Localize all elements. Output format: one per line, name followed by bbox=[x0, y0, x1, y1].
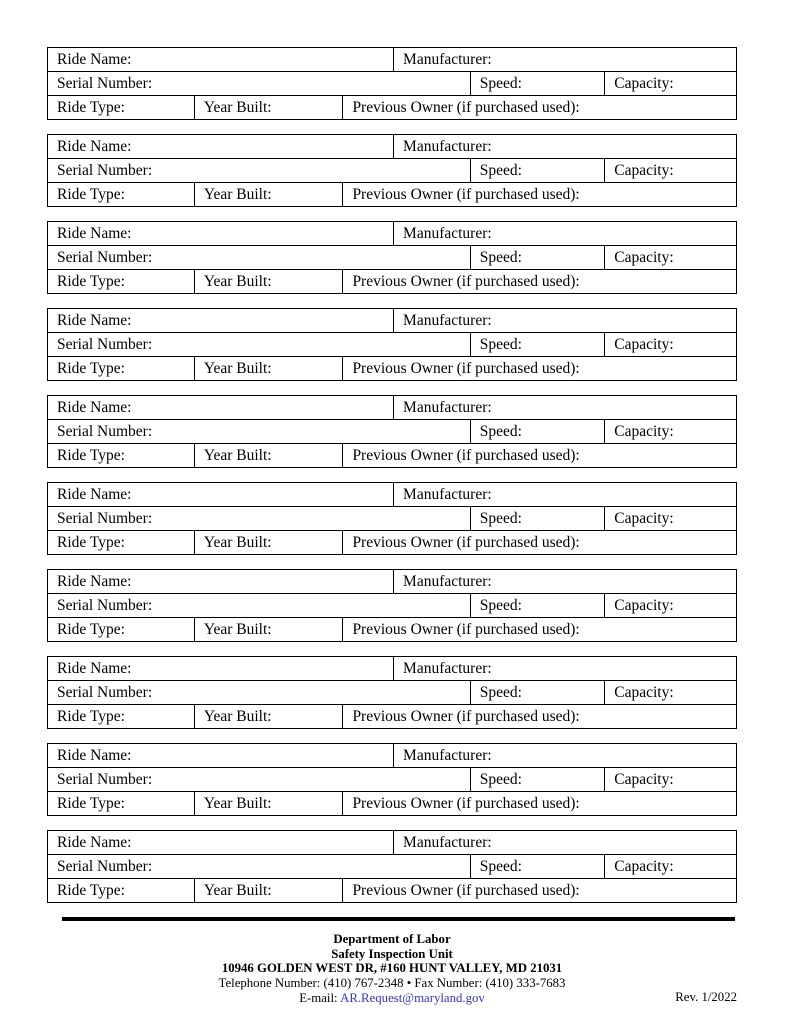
footer-unit: Safety Inspection Unit bbox=[331, 946, 453, 961]
year-built-field bbox=[194, 792, 343, 815]
manufacturer-label: Manufacturer: bbox=[403, 225, 492, 242]
serial-number-label: Serial Number: bbox=[57, 684, 153, 701]
footer-department: Department of Labor bbox=[333, 932, 451, 946]
speed-field bbox=[470, 420, 605, 443]
block-row-1 bbox=[48, 744, 736, 767]
block-row-1 bbox=[48, 396, 736, 419]
block-row-3 bbox=[48, 878, 736, 902]
block-row-2 bbox=[48, 419, 736, 443]
previous-owner-label: Previous Owner (if purchased used): bbox=[352, 273, 580, 290]
ride-type-field bbox=[48, 357, 194, 380]
block-row-3 bbox=[48, 356, 736, 380]
speed-field bbox=[470, 72, 605, 95]
previous-owner-label: Previous Owner (if purchased used): bbox=[352, 447, 580, 464]
ride-type-label: Ride Type: bbox=[57, 795, 125, 812]
block-row-3 bbox=[48, 704, 736, 728]
revision-label: Rev. 1/2022 bbox=[675, 989, 737, 1004]
block-row-1 bbox=[48, 657, 736, 680]
block-row-2 bbox=[48, 680, 736, 704]
capacity-field bbox=[604, 159, 736, 182]
serial-number-label: Serial Number: bbox=[57, 75, 153, 92]
speed-field bbox=[470, 333, 605, 356]
speed-field bbox=[470, 594, 605, 617]
year-built-field bbox=[194, 183, 343, 206]
ride-type-label: Ride Type: bbox=[57, 186, 125, 203]
manufacturer-label: Manufacturer: bbox=[403, 834, 492, 851]
serial-number-label: Serial Number: bbox=[57, 162, 153, 179]
capacity-label: Capacity: bbox=[614, 336, 674, 353]
ride-name-field bbox=[48, 657, 393, 680]
ride-info-block bbox=[47, 830, 737, 903]
speed-field bbox=[470, 855, 605, 878]
ride-info-block bbox=[47, 47, 737, 120]
capacity-label: Capacity: bbox=[614, 858, 674, 875]
capacity-label: Capacity: bbox=[614, 771, 674, 788]
speed-field bbox=[470, 768, 605, 791]
manufacturer-label: Manufacturer: bbox=[403, 486, 492, 503]
block-row-3 bbox=[48, 530, 736, 554]
year-built-field bbox=[194, 879, 343, 902]
ride-name-field bbox=[48, 483, 393, 506]
previous-owner-field bbox=[342, 531, 736, 554]
manufacturer-field bbox=[393, 831, 736, 854]
footer-address: 10946 GOLDEN WEST DR, #160 HUNT VALLEY, MD 21031 bbox=[221, 961, 563, 976]
ride-name-label: Ride Name: bbox=[57, 660, 132, 677]
manufacturer-label: Manufacturer: bbox=[403, 747, 492, 764]
speed-label: Speed: bbox=[479, 510, 522, 527]
previous-owner-label: Previous Owner (if purchased used): bbox=[352, 186, 580, 203]
serial-number-field bbox=[48, 333, 470, 356]
previous-owner-label: Previous Owner (if purchased used): bbox=[352, 99, 580, 116]
ride-name-field bbox=[48, 831, 393, 854]
previous-owner-field bbox=[342, 879, 736, 902]
year-built-field bbox=[194, 270, 343, 293]
ride-info-block bbox=[47, 743, 737, 816]
ride-type-field bbox=[48, 792, 194, 815]
block-row-2 bbox=[48, 71, 736, 95]
manufacturer-field bbox=[393, 570, 736, 593]
year-built-label: Year Built: bbox=[203, 186, 272, 203]
manufacturer-field bbox=[393, 222, 736, 245]
previous-owner-label: Previous Owner (if purchased used): bbox=[352, 534, 580, 551]
manufacturer-field bbox=[393, 657, 736, 680]
block-row-3 bbox=[48, 269, 736, 293]
ride-type-field bbox=[48, 705, 194, 728]
block-row-1 bbox=[48, 48, 736, 71]
previous-owner-field bbox=[342, 444, 736, 467]
speed-label: Speed: bbox=[479, 336, 522, 353]
block-row-2 bbox=[48, 245, 736, 269]
speed-field bbox=[470, 246, 605, 269]
previous-owner-field bbox=[342, 618, 736, 641]
serial-number-label: Serial Number: bbox=[57, 858, 153, 875]
serial-number-label: Serial Number: bbox=[57, 336, 153, 353]
manufacturer-label: Manufacturer: bbox=[403, 312, 492, 329]
block-row-2 bbox=[48, 854, 736, 878]
block-row-3 bbox=[48, 443, 736, 467]
capacity-field bbox=[604, 333, 736, 356]
previous-owner-field bbox=[342, 792, 736, 815]
email-label: E-mail: bbox=[299, 990, 338, 1005]
serial-number-field bbox=[48, 768, 470, 791]
block-row-2 bbox=[48, 158, 736, 182]
speed-field bbox=[470, 159, 605, 182]
ride-type-label: Ride Type: bbox=[57, 708, 125, 725]
manufacturer-label: Manufacturer: bbox=[403, 573, 492, 590]
block-row-1 bbox=[48, 570, 736, 593]
ride-type-label: Ride Type: bbox=[57, 882, 125, 899]
serial-number-field bbox=[48, 681, 470, 704]
previous-owner-field bbox=[342, 705, 736, 728]
capacity-field bbox=[604, 420, 736, 443]
form-content bbox=[47, 47, 737, 1006]
block-row-2 bbox=[48, 332, 736, 356]
ride-type-label: Ride Type: bbox=[57, 99, 125, 116]
previous-owner-label: Previous Owner (if purchased used): bbox=[352, 882, 580, 899]
serial-number-field bbox=[48, 72, 470, 95]
capacity-field bbox=[604, 768, 736, 791]
capacity-label: Capacity: bbox=[614, 684, 674, 701]
ride-blocks-container bbox=[47, 47, 737, 903]
ride-type-field bbox=[48, 444, 194, 467]
block-row-2 bbox=[48, 767, 736, 791]
block-row-2 bbox=[48, 506, 736, 530]
serial-number-label: Serial Number: bbox=[57, 423, 153, 440]
year-built-label: Year Built: bbox=[203, 99, 272, 116]
speed-label: Speed: bbox=[479, 162, 522, 179]
capacity-label: Capacity: bbox=[614, 249, 674, 266]
speed-label: Speed: bbox=[479, 423, 522, 440]
block-row-2 bbox=[48, 593, 736, 617]
footer-email-line bbox=[47, 991, 737, 1006]
previous-owner-field bbox=[342, 357, 736, 380]
manufacturer-field bbox=[393, 135, 736, 158]
previous-owner-label: Previous Owner (if purchased used): bbox=[352, 621, 580, 638]
capacity-field bbox=[604, 507, 736, 530]
ride-name-label: Ride Name: bbox=[57, 399, 132, 416]
ride-type-label: Ride Type: bbox=[57, 360, 125, 377]
ride-name-label: Ride Name: bbox=[57, 747, 132, 764]
ride-type-field bbox=[48, 183, 194, 206]
year-built-field bbox=[194, 618, 343, 641]
previous-owner-label: Previous Owner (if purchased used): bbox=[352, 708, 580, 725]
ride-info-block bbox=[47, 482, 737, 555]
ride-info-block bbox=[47, 569, 737, 642]
ride-name-field bbox=[48, 48, 393, 71]
serial-number-label: Serial Number: bbox=[57, 597, 153, 614]
year-built-label: Year Built: bbox=[203, 621, 272, 638]
ride-type-field bbox=[48, 879, 194, 902]
ride-name-label: Ride Name: bbox=[57, 138, 132, 155]
block-row-3 bbox=[48, 182, 736, 206]
block-row-1 bbox=[48, 831, 736, 854]
email-link[interactable]: AR.Request@maryland.gov bbox=[340, 990, 485, 1005]
year-built-label: Year Built: bbox=[203, 360, 272, 377]
ride-name-label: Ride Name: bbox=[57, 225, 132, 242]
manufacturer-field bbox=[393, 48, 736, 71]
ride-name-label: Ride Name: bbox=[57, 486, 132, 503]
serial-number-field bbox=[48, 507, 470, 530]
year-built-label: Year Built: bbox=[203, 273, 272, 290]
ride-type-field bbox=[48, 270, 194, 293]
capacity-label: Capacity: bbox=[614, 162, 674, 179]
speed-label: Speed: bbox=[479, 597, 522, 614]
serial-number-field bbox=[48, 420, 470, 443]
capacity-field bbox=[604, 72, 736, 95]
year-built-label: Year Built: bbox=[203, 534, 272, 551]
serial-number-label: Serial Number: bbox=[57, 510, 153, 527]
block-row-3 bbox=[48, 791, 736, 815]
ride-name-field bbox=[48, 570, 393, 593]
ride-type-field bbox=[48, 618, 194, 641]
manufacturer-field bbox=[393, 309, 736, 332]
previous-owner-label: Previous Owner (if purchased used): bbox=[352, 360, 580, 377]
block-row-1 bbox=[48, 222, 736, 245]
block-row-1 bbox=[48, 483, 736, 506]
ride-name-field bbox=[48, 222, 393, 245]
year-built-label: Year Built: bbox=[203, 447, 272, 464]
serial-number-label: Serial Number: bbox=[57, 771, 153, 788]
capacity-label: Capacity: bbox=[614, 510, 674, 527]
ride-name-field bbox=[48, 309, 393, 332]
speed-label: Speed: bbox=[479, 75, 522, 92]
year-built-label: Year Built: bbox=[203, 708, 272, 725]
manufacturer-field bbox=[393, 483, 736, 506]
manufacturer-label: Manufacturer: bbox=[403, 660, 492, 677]
previous-owner-field bbox=[342, 96, 736, 119]
manufacturer-label: Manufacturer: bbox=[403, 138, 492, 155]
speed-label: Speed: bbox=[479, 771, 522, 788]
capacity-field bbox=[604, 681, 736, 704]
ride-type-field bbox=[48, 96, 194, 119]
ride-name-field bbox=[48, 396, 393, 419]
footer-phone-fax: Telephone Number: (410) 767-2348 • Fax Number: (410) 333-7683 bbox=[218, 976, 566, 991]
speed-field bbox=[470, 681, 605, 704]
year-built-label: Year Built: bbox=[203, 795, 272, 812]
manufacturer-label: Manufacturer: bbox=[403, 51, 492, 68]
ride-type-label: Ride Type: bbox=[57, 447, 125, 464]
capacity-label: Capacity: bbox=[614, 75, 674, 92]
ride-info-block bbox=[47, 308, 737, 381]
block-row-1 bbox=[48, 135, 736, 158]
ride-info-block bbox=[47, 134, 737, 207]
ride-type-field bbox=[48, 531, 194, 554]
speed-field bbox=[470, 507, 605, 530]
ride-name-label: Ride Name: bbox=[57, 312, 132, 329]
year-built-field bbox=[194, 444, 343, 467]
capacity-label: Capacity: bbox=[614, 423, 674, 440]
ride-type-label: Ride Type: bbox=[57, 273, 125, 290]
ride-name-label: Ride Name: bbox=[57, 573, 132, 590]
year-built-field bbox=[194, 531, 343, 554]
previous-owner-label: Previous Owner (if purchased used): bbox=[352, 795, 580, 812]
footer-divider-rule bbox=[62, 917, 735, 921]
speed-label: Speed: bbox=[479, 684, 522, 701]
ride-name-field bbox=[48, 744, 393, 767]
manufacturer-field bbox=[393, 396, 736, 419]
manufacturer-field bbox=[393, 744, 736, 767]
ride-name-label: Ride Name: bbox=[57, 834, 132, 851]
ride-name-field bbox=[48, 135, 393, 158]
year-built-field bbox=[194, 705, 343, 728]
capacity-field bbox=[604, 855, 736, 878]
block-row-3 bbox=[48, 95, 736, 119]
speed-label: Speed: bbox=[479, 249, 522, 266]
block-row-1 bbox=[48, 309, 736, 332]
previous-owner-field bbox=[342, 183, 736, 206]
ride-name-label: Ride Name: bbox=[57, 51, 132, 68]
capacity-label: Capacity: bbox=[614, 597, 674, 614]
serial-number-field bbox=[48, 246, 470, 269]
capacity-field bbox=[604, 246, 736, 269]
previous-owner-field bbox=[342, 270, 736, 293]
ride-info-block bbox=[47, 221, 737, 294]
capacity-field bbox=[604, 594, 736, 617]
serial-number-label: Serial Number: bbox=[57, 249, 153, 266]
ride-info-block bbox=[47, 395, 737, 468]
year-built-field bbox=[194, 96, 343, 119]
year-built-label: Year Built: bbox=[203, 882, 272, 899]
ride-type-label: Ride Type: bbox=[57, 534, 125, 551]
footer bbox=[47, 932, 737, 1006]
serial-number-field bbox=[48, 594, 470, 617]
ride-type-label: Ride Type: bbox=[57, 621, 125, 638]
block-row-3 bbox=[48, 617, 736, 641]
speed-label: Speed: bbox=[479, 858, 522, 875]
ride-info-block bbox=[47, 656, 737, 729]
year-built-field bbox=[194, 357, 343, 380]
serial-number-field bbox=[48, 159, 470, 182]
manufacturer-label: Manufacturer: bbox=[403, 399, 492, 416]
serial-number-field bbox=[48, 855, 470, 878]
